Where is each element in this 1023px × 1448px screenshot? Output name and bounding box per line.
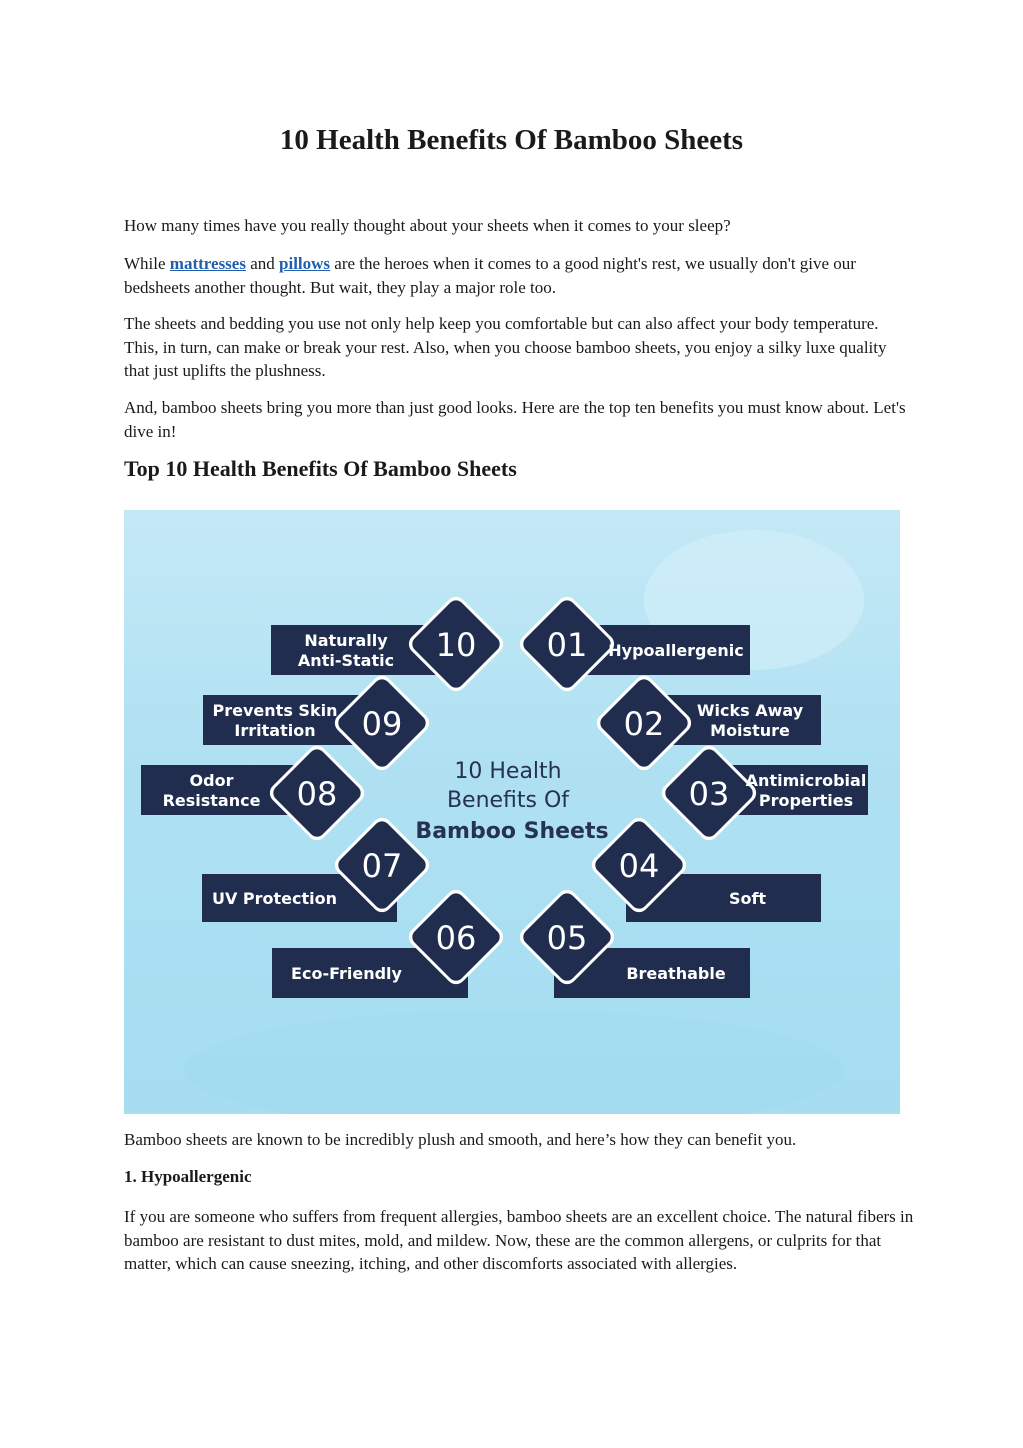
page-title: 10 Health Benefits Of Bamboo Sheets (279, 124, 744, 156)
benefit-number-2: 02 (623, 705, 665, 743)
benefit-label-10-line-1: Naturally (304, 631, 388, 650)
center-title (415, 759, 608, 844)
intro-paragraph-3: The sheets and bedding you use not only help keep you comfortable but can also affect your body temperature. This, in turn, can make or break your rest. Also, when you choose bamboo sheets, you enjoy a silky luxe quality that just uplifts the plushness. (124, 314, 887, 380)
benefit-label-6-line-1: Eco-Friendly (291, 964, 402, 983)
benefit-label-3-line-1: Antimicrobial (745, 771, 867, 790)
section-heading: Top 10 Health Benefits Of Bamboo Sheets (124, 456, 517, 481)
benefit-number-8: 08 (296, 775, 338, 813)
intro-paragraph-2-and: and (245, 254, 280, 273)
benefit-number-9: 09 (361, 705, 403, 743)
benefit-label-3-line-2: Properties (758, 791, 854, 810)
benefit-label-1-line-1: Hypoallergenic (608, 641, 744, 660)
intro-paragraph-4: And, bamboo sheets bring you more than just good looks. Here are the top ten benefits you must know about. Let's dive in! (124, 398, 906, 441)
intro-paragraph-2-rest: are the heroes when it comes to a good night's rest, we usually don't give our bedsheets another thought. But wait, they play a major role too. (124, 254, 856, 297)
benefit-label-8-line-1: Odor (189, 771, 234, 790)
intro-paragraph-2-lead: While (124, 254, 170, 273)
benefit-number-5: 05 (546, 919, 588, 957)
benefit-number-1: 01 (546, 626, 588, 664)
benefit-number-7: 07 (361, 847, 403, 885)
benefit-label-9-line-1: Prevents Skin (212, 701, 338, 720)
benefit-label-4-line-1: Soft (728, 889, 767, 908)
decor-bed (184, 1010, 844, 1114)
benefits-infographic (124, 510, 900, 1114)
center-title-line-1: 10 Health (454, 759, 562, 784)
mattresses-link[interactable]: mattresses (169, 254, 246, 273)
benefit-label-2-line-1: Wicks Away (696, 701, 804, 720)
benefit-item-8 (141, 742, 368, 844)
benefit-number-10: 10 (435, 626, 477, 664)
benefit-number-6: 06 (435, 919, 477, 957)
benefit-label-7-line-1: UV Protection (211, 889, 338, 908)
benefit-label-8-line-2: Resistance (162, 791, 261, 810)
benefit-label-9-line-2: Irritation (234, 721, 316, 740)
infographic-canvas (124, 510, 900, 1114)
intro-paragraph-1: How many times have you really thought about your sheets when it comes to your sleep? (124, 216, 731, 235)
benefit-number-3: 03 (688, 775, 730, 813)
benefit-1-body: If you are someone who suffers from frequent allergies, bamboo sheets are an excellent choice. The natural fibers in bamboo are resistant to dust mites, mold, and mildew. Now, these are the common allergens, or culprits for that matter, which can cause sneezing, itching, and other discomforts associated with allergies. (124, 1207, 914, 1273)
center-title-line-3: Bamboo Sheets (415, 819, 609, 844)
intro-paragraph-2 (124, 252, 914, 299)
benefit-number-4: 04 (618, 847, 660, 885)
center-title-line-2: Benefits Of (446, 788, 570, 813)
benefit-1-heading: 1. Hypoallergenic (124, 1167, 252, 1186)
benefit-label-10-line-2: Anti-Static (297, 651, 395, 670)
image-caption: Bamboo sheets are known to be incredibly plush and smooth, and here’s how they can benefit you. (124, 1130, 797, 1149)
pillows-link[interactable]: pillows (279, 254, 331, 273)
benefit-label-2-line-2: Moisture (710, 721, 790, 740)
benefit-label-5-line-1: Breathable (626, 964, 726, 983)
benefit-item-3 (658, 742, 868, 844)
